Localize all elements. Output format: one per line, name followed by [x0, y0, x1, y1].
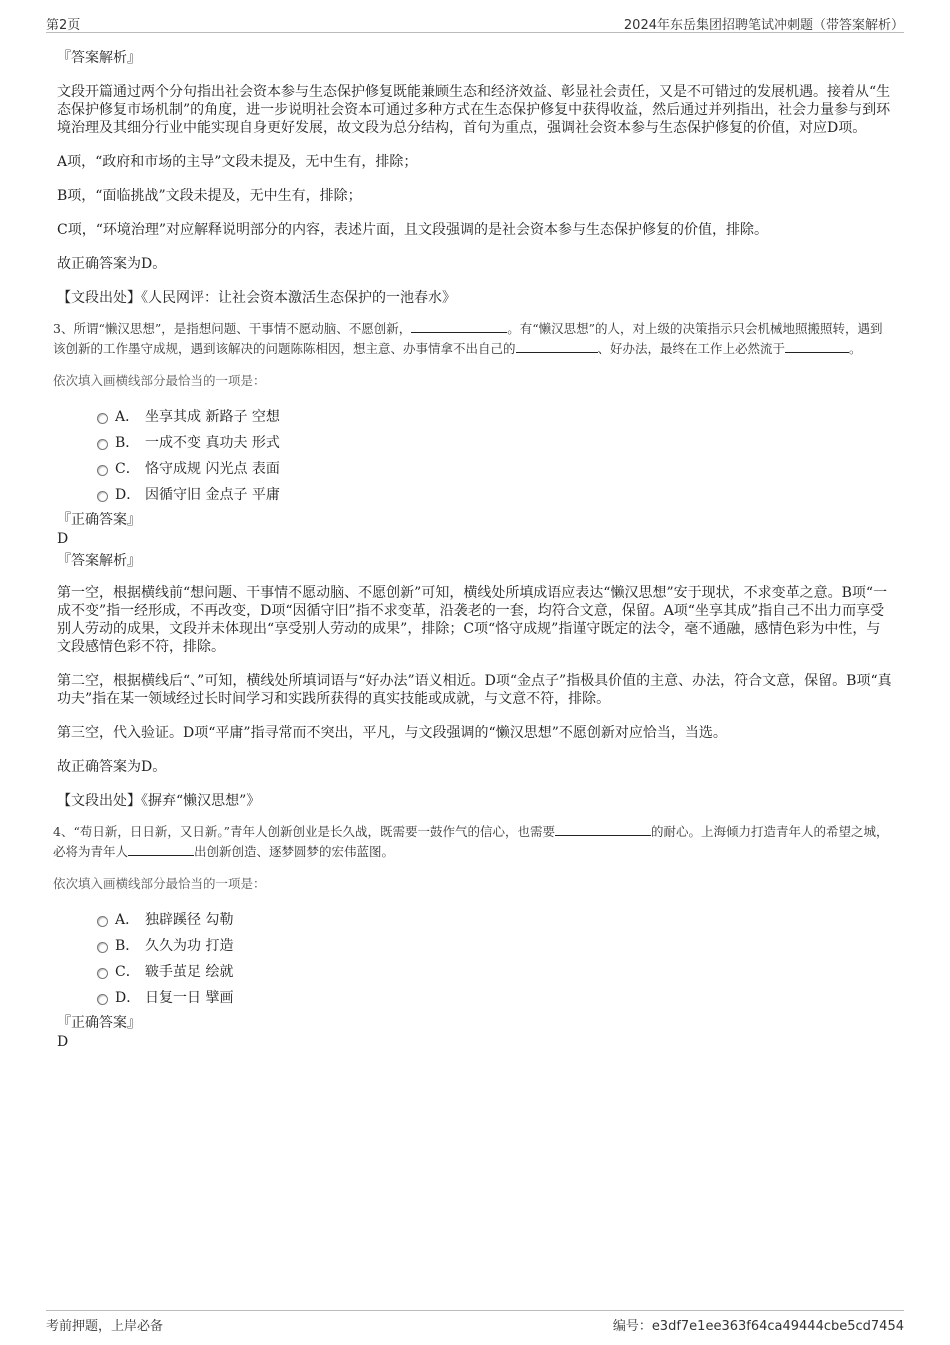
option-d[interactable]: D． 日复一日 擘画 — [57, 985, 892, 1011]
analysis-conclusion: 故正确答案为D。 — [57, 759, 167, 775]
blank-3 — [785, 340, 849, 353]
correct-answer-label: 『正确答案』 — [57, 512, 141, 528]
blank-2 — [516, 340, 598, 353]
option-a[interactable]: A． 独辟蹊径 勾勒 — [57, 907, 892, 933]
radio-button[interactable] — [97, 439, 108, 450]
correct-answer-value: D — [57, 1034, 69, 1050]
blank-1 — [411, 320, 507, 333]
radio-button[interactable] — [97, 413, 108, 424]
question-instruction: 依次填入画横线部分最恰当的一项是： — [53, 876, 266, 891]
radio-button[interactable] — [97, 465, 108, 476]
radio-button[interactable] — [97, 942, 108, 953]
analysis-paragraph: 文段开篇通过两个分句指出社会资本参与生态保护修复既能兼顾生态和经济效益、彰显社会责任，又是不可错过的发展机遇。接着从“生态保护修复市场机制”的角度，进一步说明社会资本可通过多种方式在生态保护修复中获得收益，然后通过并列指出，社会力量参与到环境治理及其细分行业中能实现自身更好发展，故文段为总分结构，首句为重点，强调社会资本参与生态保护修复的价值，对应D项。 — [57, 84, 891, 136]
analysis-paragraph: A项，“政府和市场的主导”文段未提及，无中生有，排除； — [57, 154, 418, 170]
question-3-options — [57, 404, 892, 508]
source-citation: 【文段出处】《人民网评：让社会资本激活生态保护的一池春水》 — [57, 290, 456, 306]
analysis-paragraph: 第二空，根据横线后“、”可知，横线处所填词语与“好办法”语义相近。D项“金点子”指极具价值的主意、办法，符合文意，保留。B项“真功夫”指在某一领域经过长时间学习和实践所获得的真实技能或成就，与文意不符，排除。 — [57, 673, 892, 707]
option-b[interactable]: B． 久久为功 打造 — [57, 933, 892, 959]
option-c[interactable]: C． 皲手茧足 绘就 — [57, 959, 892, 985]
radio-button[interactable] — [97, 994, 108, 1005]
option-d[interactable]: D． 因循守旧 金点子 平庸 — [57, 482, 892, 508]
blank-1 — [555, 823, 651, 836]
question-4-text: 4、“苟日新，日日新，又日新。”青年人创新创业是长久战，既需要一鼓作气的信心，也需要 的耐心。上海倾力打造青年人的希望之城，必将为青年人 出创新创造、逐梦圆梦的宏伟蓝图。 — [53, 824, 889, 859]
correct-answer-value: D — [57, 531, 69, 547]
option-a[interactable]: A． 坐享其成 新路子 空想 — [57, 404, 892, 430]
question-4-options — [57, 907, 892, 1011]
option-b[interactable]: B． 一成不变 真功夫 形式 — [57, 430, 892, 456]
source-citation: 【文段出处】《摒弃“懒汉思想”》 — [57, 793, 261, 809]
analysis-label: 『答案解析』 — [57, 50, 141, 66]
analysis-paragraph: C项，“环境治理”对应解释说明部分的内容，表述片面，且文段强调的是社会资本参与生态保护修复的价值，排除。 — [57, 222, 769, 238]
page-footer — [46, 1310, 904, 1341]
analysis-paragraph: B项，“面临挑战”文段未提及，无中生有，排除； — [57, 188, 362, 204]
analysis-paragraph: 第三空，代入验证。D项“平庸”指寻常而不突出，平凡，与文段强调的“懒汉思想”不愿创新对应恰当，当选。 — [57, 725, 727, 741]
document-id: 编号：e3df7e1ee363f64ca49444cbe5cd7454 — [612, 1319, 904, 1334]
radio-button[interactable] — [97, 968, 108, 979]
analysis-label: 『答案解析』 — [57, 553, 141, 569]
radio-button[interactable] — [97, 491, 108, 502]
main-content — [53, 44, 892, 1051]
question-instruction: 依次填入画横线部分最恰当的一项是： — [53, 373, 266, 388]
document-title: 2024年东岳集团招聘笔试冲刺题（带答案解析） — [623, 18, 904, 33]
question-3-text: 3、所谓“懒汉思想”，是指想问题、干事情不愿动脑、不愿创新， 。有“懒汉思想”的人，对上级的决策指示只会机械地照搬照转，遇到该创新的工作墨守成规，遇到该解决的问题陈陈相因，想主意、办事情拿不出自己的 、好办法，最终在工作上必然流于 。 — [53, 321, 883, 356]
blank-2 — [128, 843, 194, 856]
analysis-paragraph: 第一空，根据横线前“想问题、干事情不愿动脑、不愿创新”可知，横线处所填成语应表达“懒汉思想”安于现状，不求变革之意。B项“一成不变”指一经形成，不再改变，D项“因循守旧”指不求变革，沿袭老的一套，均符合文意，保留。A项“坐享其成”指自己不出力而享受别人劳动的成果，文段并未体现出“享受别人劳动的成果”，排除；C项“恪守成规”指谨守既定的法令，毫不通融，感情色彩为中性，与文段感情色彩不符，排除。 — [57, 585, 888, 655]
page-header — [46, 12, 904, 33]
option-c[interactable]: C． 恪守成规 闪光点 表面 — [57, 456, 892, 482]
footer-slogan: 考前押题，上岸必备 — [46, 1319, 164, 1334]
analysis-conclusion: 故正确答案为D。 — [57, 256, 167, 272]
correct-answer-label: 『正确答案』 — [57, 1015, 141, 1031]
page-number: 第2页 — [46, 18, 81, 33]
radio-button[interactable] — [97, 916, 108, 927]
